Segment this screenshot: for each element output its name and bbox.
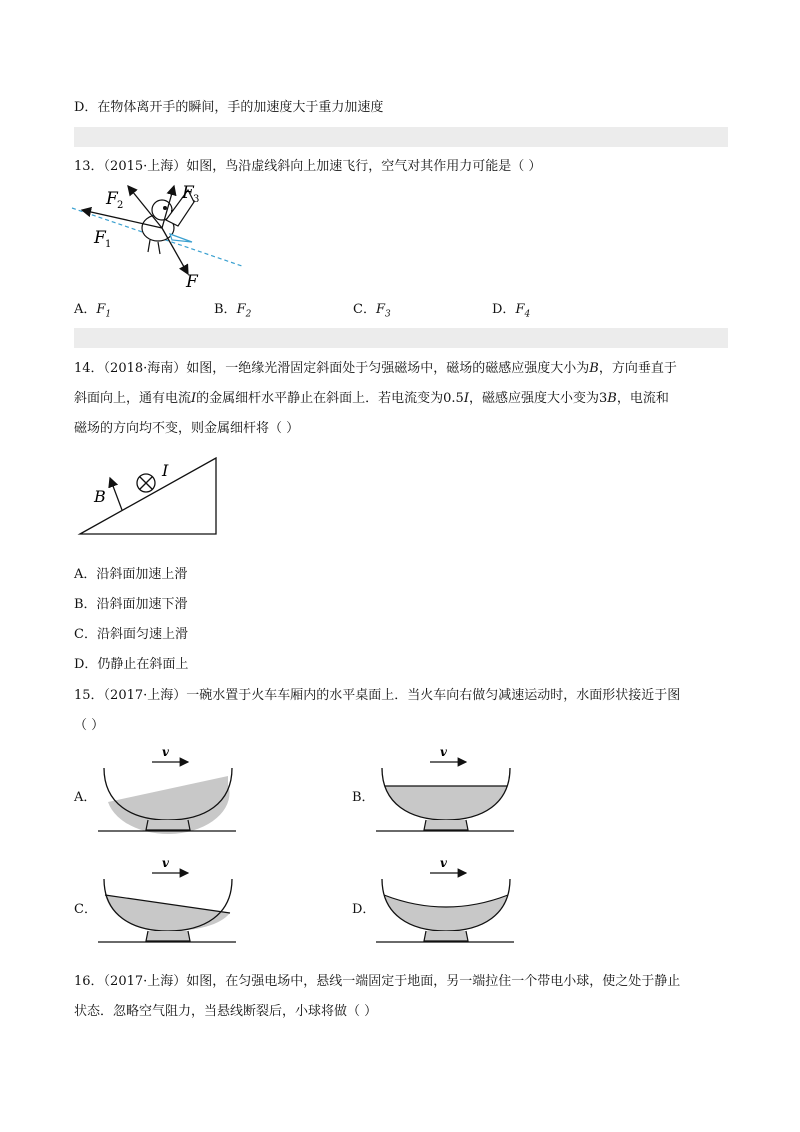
q15-bowl-b-figure	[374, 744, 516, 836]
q13-option-a[interactable]	[74, 300, 111, 325]
label-f1: F	[94, 228, 106, 248]
q16-stem-line2: 状态．忽略空气阻力，当悬线断裂后，小球将做（ ）	[74, 1004, 378, 1019]
q14-option-d[interactable]: D．仍静止在斜面上	[74, 657, 189, 672]
bowl-d-diagram	[374, 855, 516, 947]
incline-diagram	[76, 450, 226, 540]
bowl-b-diagram	[374, 744, 516, 836]
q14-stem-line3: 磁场的方向均不变，则金属细杆将（ ）	[74, 421, 300, 436]
option-sub: 1	[105, 309, 112, 320]
label-f: F	[186, 272, 198, 290]
water-surface-curved	[384, 895, 508, 931]
q15-bowl-d-figure	[374, 855, 516, 947]
stem-text: ，磁感应强度大小变为3	[468, 391, 608, 406]
velocity-label: v	[440, 856, 447, 870]
answer-band-12	[74, 127, 728, 147]
q15-option-c-label[interactable]: C．	[74, 902, 97, 917]
water-surface-tilted-down-right	[105, 895, 230, 931]
q13-bird-figure	[70, 180, 260, 290]
q13-option-b[interactable]	[214, 300, 251, 325]
q14-stem-line1	[74, 359, 677, 379]
option-letter: A．	[74, 302, 97, 317]
stem-text: 14．（2018·海南）如图，一绝缘光滑固定斜面处于匀强磁场中，磁场的磁感应强度大小为	[74, 361, 590, 376]
option-sub: 4	[524, 309, 531, 320]
current-into-page-icon	[137, 474, 155, 492]
q15-stem-line1: 15．（2017·上海）一碗水置于火车车厢内的水平桌面上．当火车向右做匀减速运动时，水面形状接近于图	[74, 688, 681, 703]
stem-var: B	[589, 361, 599, 376]
q13-option-c[interactable]	[353, 300, 391, 325]
bowl-foot	[146, 820, 190, 830]
q14-stem-line2	[74, 389, 669, 409]
q15-option-b-label[interactable]: B．	[352, 790, 375, 805]
q15-bowl-c-figure	[96, 855, 238, 947]
label-f1-sub: 1	[105, 239, 112, 250]
q13-stem: 13．（2015·上海）如图，鸟沿虚线斜向上加速飞行，空气对其作用力可能是（ ）	[74, 159, 542, 174]
bowl-a-diagram	[96, 744, 238, 836]
option-var: F	[375, 302, 385, 317]
q15-option-d-label[interactable]: D．	[352, 902, 376, 917]
option-letter: C．	[353, 302, 376, 317]
stem-var: I	[191, 391, 197, 406]
option-var: F	[515, 302, 525, 317]
label-f3: F	[182, 183, 194, 203]
option-sub: 2	[245, 309, 252, 320]
velocity-label: v	[162, 745, 169, 759]
q14-option-c[interactable]: C．沿斜面匀速上滑	[74, 627, 188, 642]
option-var: F	[96, 302, 106, 317]
label-i: I	[162, 461, 169, 480]
field-arrow-b	[110, 478, 122, 510]
q15-option-a-label[interactable]: A．	[74, 790, 97, 805]
option-var: F	[236, 302, 246, 317]
label-b: B	[94, 487, 106, 506]
q12-option-d: D．在物体离开手的瞬间，手的加速度大于重力加速度	[74, 100, 384, 115]
label-f2: F	[106, 189, 118, 209]
stem-var: B	[607, 391, 617, 406]
bowl-foot	[146, 931, 190, 941]
water-surface-level	[385, 786, 507, 820]
stem-text: ，电流和	[616, 391, 669, 406]
q16-stem-line1: 16．（2017·上海）如图，在匀强电场中，悬线一端固定于地面，另一端拉住一个带电小球，使之处于静止	[74, 974, 681, 989]
bird-force-diagram	[70, 180, 260, 290]
answer-band-13	[74, 328, 728, 348]
q14-incline-figure	[76, 450, 226, 540]
q14-option-a[interactable]: A．沿斜面加速上滑	[74, 567, 188, 582]
bowl-foot	[424, 820, 468, 830]
stem-text: ，方向垂直于	[598, 361, 677, 376]
q13-option-d[interactable]	[492, 300, 530, 325]
option-letter: B．	[214, 302, 237, 317]
velocity-label: v	[162, 856, 169, 870]
option-sub: 3	[384, 309, 391, 320]
label-f2-sub: 2	[117, 200, 124, 211]
force-arrow-f	[162, 228, 188, 274]
q14-option-b[interactable]: B．沿斜面加速下滑	[74, 597, 188, 612]
q15-stem-line2: （ ）	[74, 718, 105, 733]
stem-text: 斜面向上，通有电流	[74, 391, 192, 406]
label-f3-sub: 3	[193, 194, 200, 205]
q15-bowl-a-figure	[96, 744, 238, 836]
stem-text: 的金属细杆水平静止在斜面上．若电流变为0.5	[196, 391, 464, 406]
bowl-foot	[424, 931, 468, 941]
stem-var: I	[463, 391, 469, 406]
velocity-label: v	[440, 745, 447, 759]
option-letter: D．	[492, 302, 516, 317]
bowl-c-diagram	[96, 855, 238, 947]
